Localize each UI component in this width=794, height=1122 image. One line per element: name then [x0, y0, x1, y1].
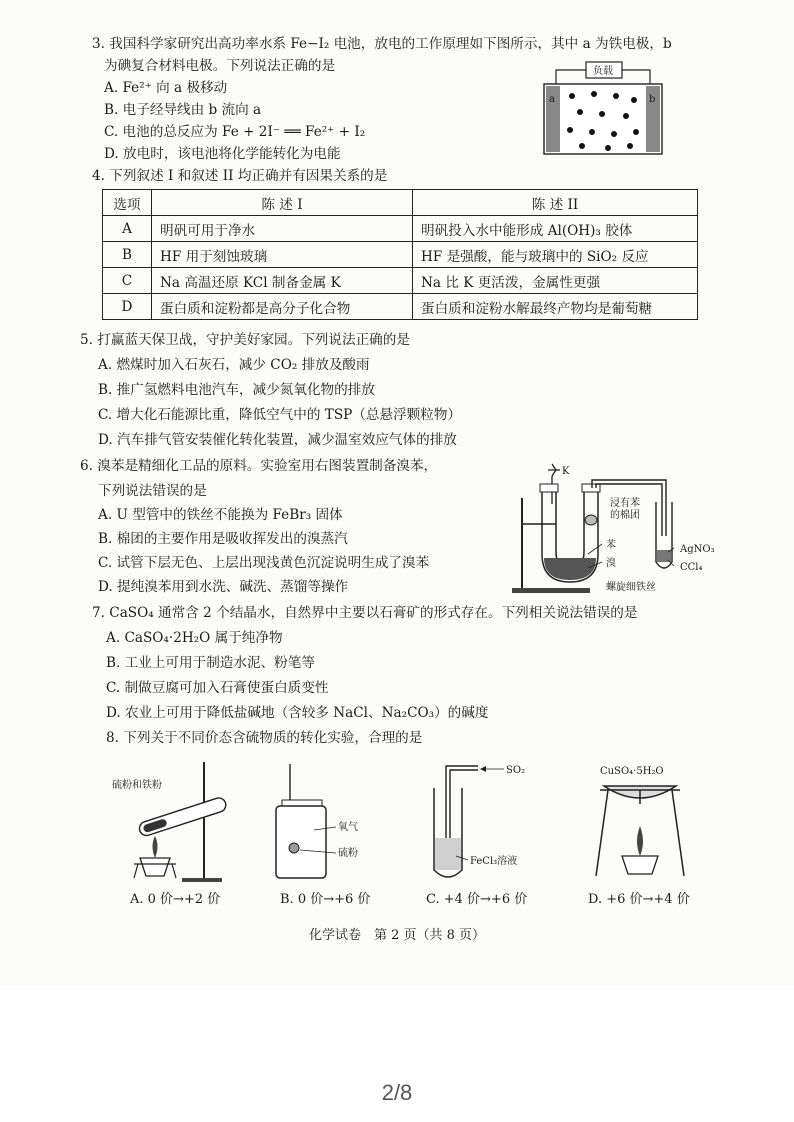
table-row [103, 242, 698, 268]
fecl3-label: FeCl₃溶液 [470, 856, 518, 867]
page-footer: 化学试卷 第 2 页（共 8 页） [308, 928, 486, 943]
page-indicator: 2/8 [381, 1080, 413, 1105]
alcohol-lamp [134, 836, 176, 878]
q5-option-d: D. 汽车排气管安装催化转化装置，减少温室效应气体的排放 [98, 432, 457, 448]
q8-option-c: C. +4 价→+6 价 [426, 892, 528, 907]
table-cell-statement-1: 明矾可用于净水 [152, 216, 413, 242]
table-header-option: 选项 [103, 190, 152, 216]
q3-stem-line1: 3. 我国科学家研究出高功率水系 Fe−I₂ 电池，放电的工作原理如下图所示，其中 a 为铁电极，b [92, 36, 672, 52]
table-cell-statement-2: HF 是强酸，能与玻璃中的 SiO₂ 反应 [413, 242, 698, 268]
bromine-label: 溴 [606, 558, 616, 569]
q8-option-d: D. +6 价→+4 价 [588, 892, 690, 907]
q6-option-a: A. U 型管中的铁丝不能换为 FeBr₃ 固体 [98, 507, 343, 523]
table-row [103, 216, 698, 242]
q3-option-d: D. 放电时，该电池将化学能转化为电能 [104, 146, 341, 162]
table-header-statement-1: 陈 述 I [152, 190, 413, 216]
q8-option-b: B. 0 价→+6 价 [280, 892, 371, 907]
q6-stem-line2: 下列说法错误的是 [98, 483, 207, 499]
q3-option-c: C. 电池的总反应为 Fe + 2I⁻ ══ Fe²⁺ + I₂ [104, 124, 366, 140]
q5-option-c: C. 增大化石能源比重，降低空气中的 TSP（总悬浮颗粒物） [98, 407, 462, 423]
u-tube-stopper-right [582, 484, 600, 492]
q7-option-b: B. 工业上可用于制造水泥、粉笔等 [106, 655, 315, 671]
so2-label: SO₂ [506, 765, 526, 776]
table-cell-option: C [103, 268, 152, 294]
table-cell-statement-2: Na 比 K 更活泼，金属性更强 [413, 268, 698, 294]
q5-option-a: A. 燃煤时加入石灰石，减少 CO₂ 排放及酸雨 [98, 357, 370, 373]
q5-stem: 5. 打赢蓝天保卫战，守护美好家园。下列说法正确的是 [80, 332, 410, 348]
agno3-label: AgNO₃ [680, 544, 715, 555]
q4-table [102, 189, 698, 320]
table-row [103, 294, 698, 320]
q7-option-c: C. 制做豆腐可加入石膏使蛋白质变性 [106, 680, 329, 696]
battery-diagram [538, 56, 668, 158]
q6-option-b: B. 棉团的主要作用是吸收挥发出的溴蒸汽 [98, 531, 348, 547]
q3-option-b: B. 电子经导线由 b 流向 a [104, 102, 262, 118]
stopcock [548, 464, 560, 476]
sulfur-spoon [289, 843, 299, 853]
table-header-row [103, 190, 698, 216]
q8-stem: 8. 下列关于不同价态含硫物质的转化实验，合理的是 [106, 730, 423, 746]
q7-stem: 7. CaSO₄ 通常含 2 个结晶水，自然界中主要以石膏矿的形式存在。下列相关说法错误的是 [92, 605, 638, 621]
stand-base [182, 878, 222, 882]
q3-option-a: A. Fe²⁺ 向 a 极移动 [104, 80, 228, 96]
table-row [103, 268, 698, 294]
q4-stem: 4. 下列叙述 I 和叙述 II 均正确并有因果关系的是 [92, 168, 388, 184]
cotton-ball [585, 515, 597, 525]
gas-bottle [276, 806, 326, 878]
q8-figure-c [420, 760, 550, 884]
cuso4-label: CuSO₄·5H₂O [600, 766, 664, 777]
electrolyte-container [544, 84, 662, 154]
q6-option-d: D. 提纯溴苯用到水洗、碱洗、蒸馏等操作 [98, 579, 349, 595]
external-wire [556, 70, 586, 84]
iron-wire-label: 螺旋细铁丝 [606, 582, 656, 593]
sulfur-label: 硫粉 [338, 848, 358, 859]
sulfur-iron-label: 硫粉和铁粉 [112, 780, 162, 791]
table-cell-option: B [103, 242, 152, 268]
table-cell-statement-2: 明矾投入水中能形成 Al(OH)₃ 胶体 [413, 216, 698, 242]
u-tube-stopper-left [540, 484, 558, 492]
bromobenzene-apparatus [508, 458, 738, 598]
q6-stem-line1: 6. 溴苯是精细化工品的原料。实验室用右图装置制备溴苯， [80, 458, 438, 474]
stand-base [512, 588, 590, 593]
cotton-label-line2: 的棉团 [610, 510, 640, 521]
table-cell-statement-1: HF 用于刻蚀玻璃 [152, 242, 413, 268]
electrode-a-label: a [549, 94, 555, 105]
table-cell-statement-2: 蛋白质和淀粉水解最终产物均是葡萄糖 [413, 294, 698, 320]
stopper [282, 800, 322, 806]
q8-figure-a [112, 758, 242, 890]
q7-option-d: D. 农业上可用于降低盐碱地（含较多 NaCl、Na₂CO₃）的碱度 [106, 705, 489, 721]
q8-figure-b [264, 760, 384, 884]
alcohol-lamp [622, 826, 658, 874]
electrode-b-label: b [649, 94, 656, 105]
q8-option-a: A. 0 价→+2 价 [130, 892, 221, 907]
q3-stem-line2: 为碘复合材料电极。下列说法正确的是 [104, 58, 336, 74]
test-tube [138, 796, 228, 837]
q8-figure-d [590, 760, 710, 884]
stopcock-k-label: K [562, 466, 570, 477]
table-cell-option: D [103, 294, 152, 320]
solution [435, 838, 461, 870]
ccl4-label: CCl₄ [680, 562, 703, 573]
table-cell-option: A [103, 216, 152, 242]
q5-option-b: B. 推广氢燃料电池汽车，减少氮氧化物的排放 [98, 382, 375, 398]
q7-option-a: A. CaSO₄·2H₂O 属于纯净物 [106, 630, 283, 646]
cotton-label-line1: 浸有苯 [610, 498, 640, 509]
oxygen-label: 氧气 [338, 822, 358, 833]
benzene-label: 苯 [606, 540, 616, 551]
table-header-statement-2: 陈 述 II [413, 190, 698, 216]
q6-option-c: C. 试管下层无色、上层出现浅黄色沉淀说明生成了溴苯 [98, 555, 430, 571]
table-cell-statement-1: 蛋白质和淀粉都是高分子化合物 [152, 294, 413, 320]
load-label: 负载 [593, 66, 613, 77]
table-cell-statement-1: Na 高温还原 KCl 制备金属 K [152, 268, 413, 294]
